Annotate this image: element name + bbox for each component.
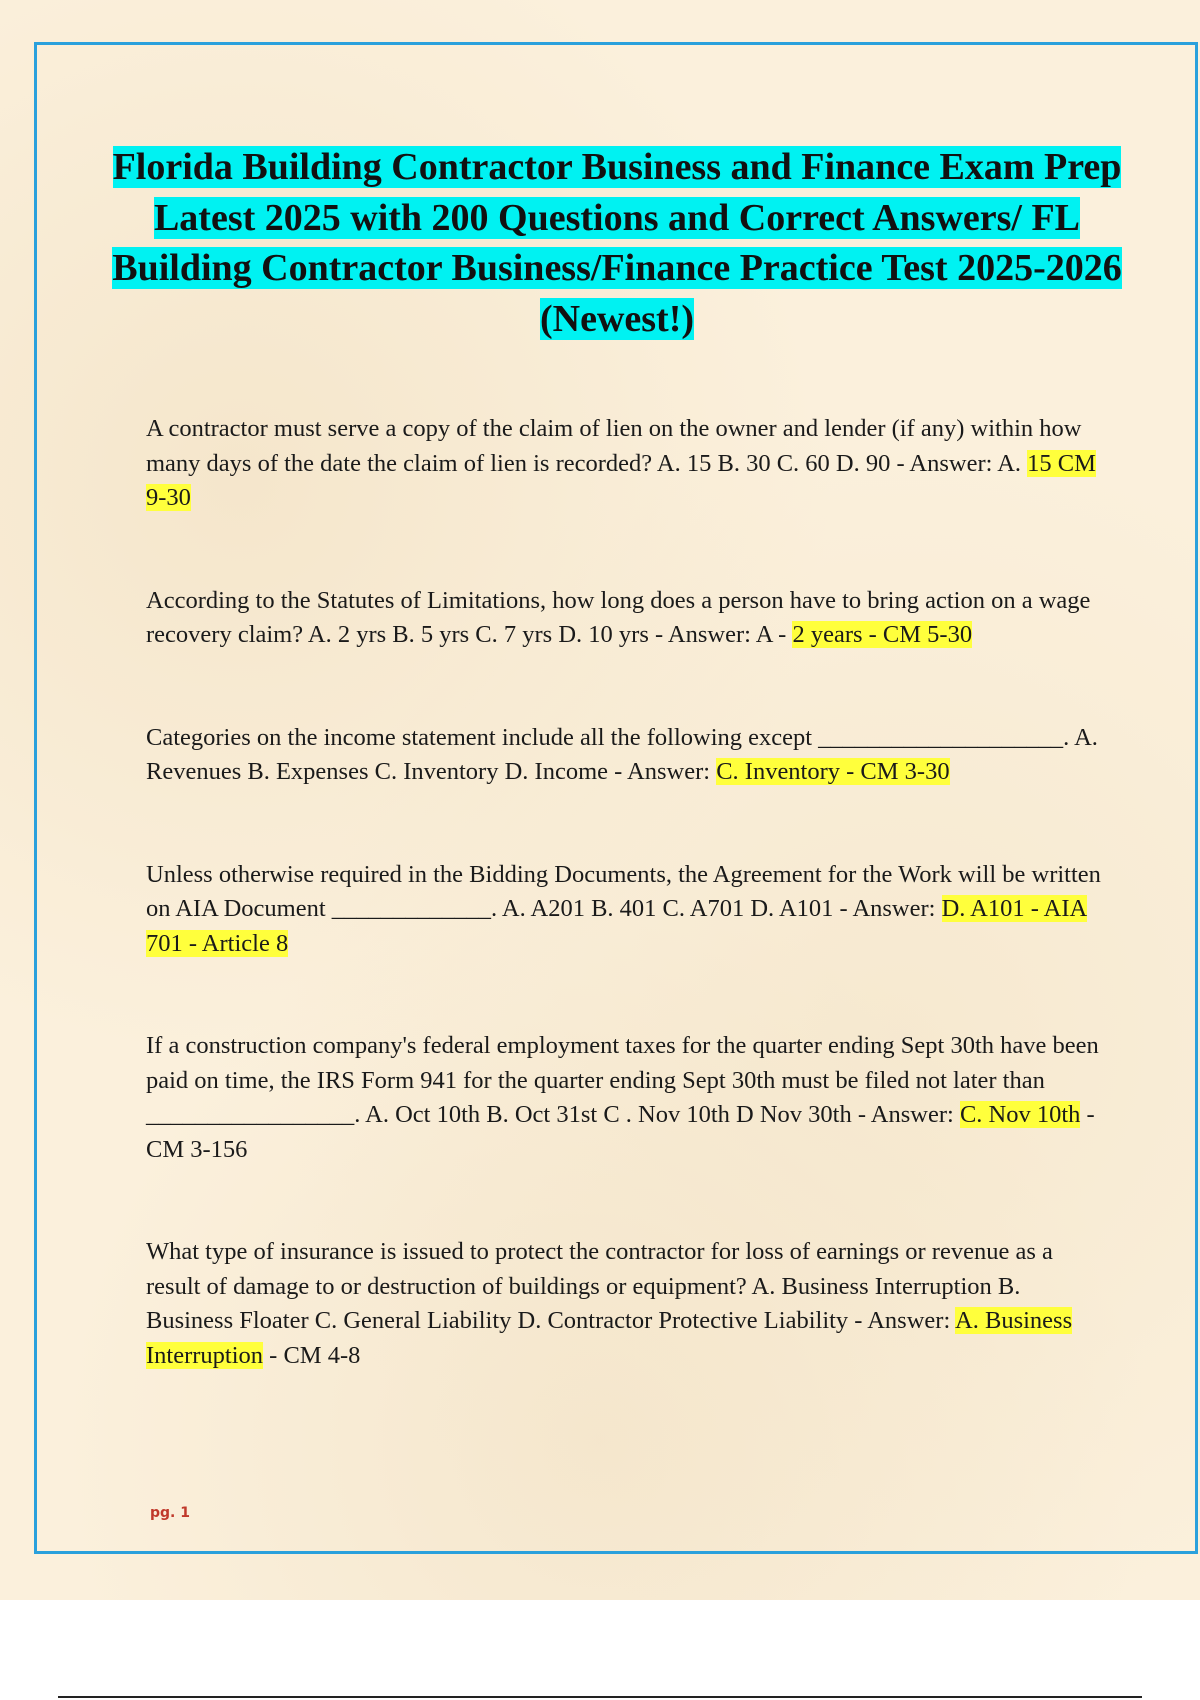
title-text: Florida Building Contractor Business and Finance Exam Prep Latest 2025 with 200 Questions and Correct Answers/ FL Building Contractor Business/Finance Practice Test 2025-2026 (Newest!) xyxy=(112,146,1122,340)
question-item xyxy=(146,1029,1102,1167)
footer-divider xyxy=(58,1696,1142,1698)
question-text: What type of insurance is issued to protect the contractor for loss of earnings or revenue as a result of damage to or destruction of buildings or equipment? A. Business Interruption B. Business Floater C. General Liability D. Contractor Protective Liability - Answer: xyxy=(146,1238,1053,1334)
document-title xyxy=(100,142,1134,344)
answer-highlight: 15 CM 9-30 xyxy=(146,449,1096,511)
answer-highlight: A. Business Interruption xyxy=(146,1307,1073,1369)
question-text: If a construction company's federal employment taxes for the quarter ending Sept 30th have been paid on time, the IRS Form 941 for the quarter ending Sept 30th must be filed not later than _________________. A. Oct 10th B. Oct 31st C . Nov 10th D Nov 30th - Answer: xyxy=(146,1032,1099,1128)
question-item xyxy=(146,721,1102,790)
answer-reference: - CM 3-156 xyxy=(146,1101,1095,1163)
page-number: pg. 1 xyxy=(150,1505,190,1521)
question-list xyxy=(146,412,1102,1373)
question-item xyxy=(146,584,1102,653)
answer-highlight: 2 years - CM 5-30 xyxy=(792,621,973,648)
question-text: A contractor must serve a copy of the claim of lien on the owner and lender (if any) within how many days of the date the claim of lien is recorded? A. 15 B. 30 C. 60 D. 90 - Answer: A. xyxy=(146,415,1082,477)
question-text: Categories on the income statement include all the following except ____________________. A. Revenues B. Expenses C. Inventory D. Income - Answer: xyxy=(146,723,1098,785)
question-text: According to the Statutes of Limitations, how long does a person have to bring action on a wage recovery claim? A. 2 yrs B. 5 yrs C. 7 yrs D. 10 yrs - Answer: A - xyxy=(146,586,1091,648)
question-text: Unless otherwise required in the Bidding Documents, the Agreement for the Work will be written on AIA Document _____________. A. A201 B. 401 C. A701 D. A101 - Answer: xyxy=(146,860,1101,922)
answer-highlight: C. Inventory - CM 3-30 xyxy=(716,758,950,785)
answer-highlight: D. A101 - AIA 701 - Article 8 xyxy=(146,895,1088,957)
question-item xyxy=(146,1235,1102,1373)
question-item xyxy=(146,412,1102,516)
answer-highlight: C. Nov 10th xyxy=(959,1101,1081,1128)
question-item xyxy=(146,858,1102,962)
answer-reference: - CM 4-8 xyxy=(263,1341,361,1369)
